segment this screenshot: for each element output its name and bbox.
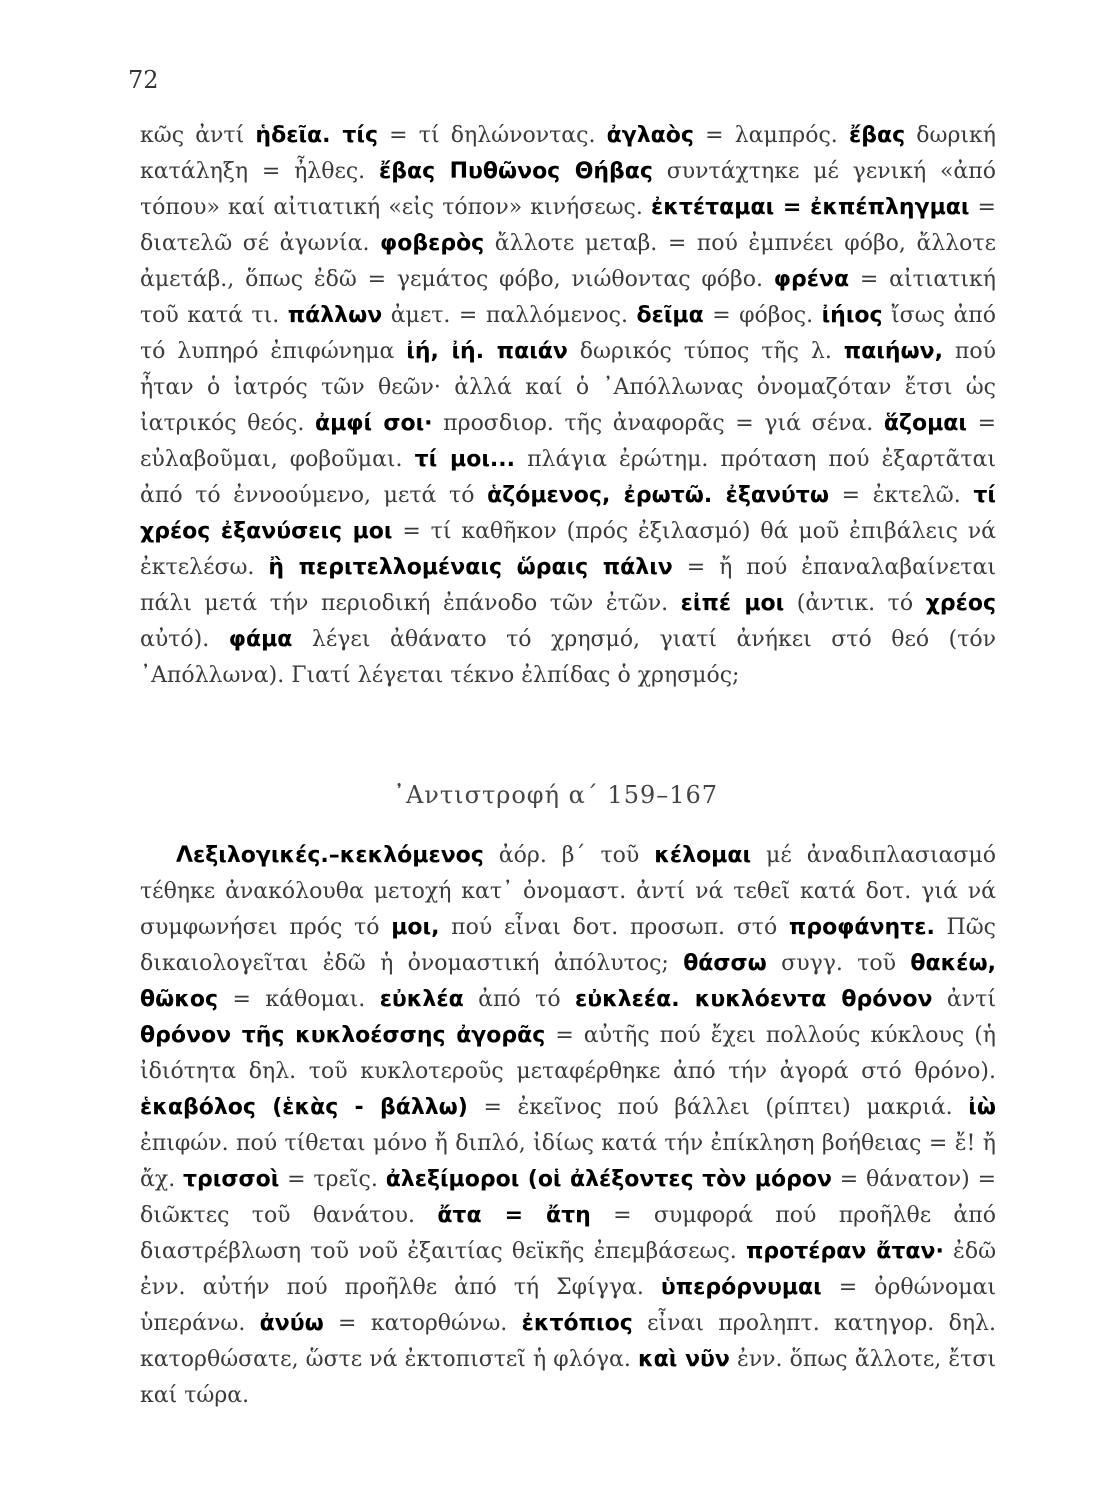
- lemma-term: ἐκτέταμαι = ἐκπέπληγμαι: [650, 195, 970, 220]
- lemma-term: ἐκτόπιος: [521, 1311, 633, 1336]
- lemma-term: προφάνητε.: [788, 915, 935, 940]
- lemma-term: τί μοι...: [414, 447, 515, 472]
- lemma-term: μοι,: [391, 915, 440, 940]
- lemma-explanation: ἴσως ἀπό τό λυπηρό ἐπιφώνημα: [140, 303, 997, 364]
- lemma-term: ἰὼ: [968, 1095, 996, 1120]
- lemma-term: ἀλεξίμοροι (οἱ ἀλέξοντες τὸν μόρον: [385, 1167, 832, 1192]
- lemma-term: ἰήιος: [821, 303, 883, 328]
- lemma-term: τί χρέος ἐξανύσεις μοι: [140, 483, 996, 544]
- lemma-explanation: = τρεῖς.: [279, 1167, 386, 1192]
- lemma-explanation: μέ ἀναδιπλασιασμό τέθηκε ἀνακόλουθα μετοχή κατ᾿ ὀνομαστ. ἀντί νά τεθεῖ κατά δοτ. γιά νά συμφωνήσει πρός τό: [140, 843, 996, 940]
- lemma-explanation: = αὐτῆς πού ἔχει πολλούς κύκλους (ἡ ἰδιότητα δηλ. τοῦ κυκλοτεροῦς μεταφέρθηκε ἀπό τήν ἀγορά στό θρόνο).: [140, 1023, 996, 1084]
- lemma-explanation: = κατορθώνω.: [323, 1311, 522, 1336]
- lemma-explanation: = εὐλαβοῦμαι, φοβοῦμαι.: [140, 411, 997, 472]
- lemma-explanation: = ἤ πού ἐπαναλαβαίνεται πάλι μετά τήν περιοδική ἐπάνοδο τῶν ἐτῶν.: [140, 555, 996, 616]
- lemma-term: τρισσοὶ: [183, 1167, 280, 1192]
- lemma-explanation: πού εἶναι δοτ. προσωπ. στό: [439, 915, 789, 940]
- lemma-explanation: ἐπιφών. πού τίθεται μόνο ἤ διπλό, ἰδίως κατά τήν ἐπίκληση βοήθειας = ἔ! ἤ ἄχ.: [140, 1131, 996, 1192]
- lemma-term: ἀμφί σοι·: [314, 411, 433, 436]
- lemma-explanation: = θάνατον) = διῶκτες τοῦ θανάτου.: [140, 1167, 997, 1228]
- lemma-explanation: ἀντί: [932, 987, 996, 1012]
- lemma-explanation: ἄλλοτε μεταβ. = πού ἐμπνέει φόβο, ἄλλοτε ἀμετάβ., ὅπως ἐδῶ = γεμάτος φόβο, νιώθοντας φόβο.: [140, 231, 996, 292]
- lemma-explanation: εἶναι προληπτ. κατηγορ. δηλ. κατορθώσατε, ὥστε νά ἐκτοπιστεῖ ἡ φλόγα.: [140, 1311, 996, 1372]
- lemma-explanation: = κάθομαι.: [218, 987, 380, 1012]
- lemma-explanation: = τί καθῆκον (πρός ἐξιλασμό) θά μοῦ ἐπιβάλεις νά ἐκτελέσω.: [140, 519, 996, 580]
- lemma-explanation: = ὀρθώνομαι ὑπεράνω.: [140, 1275, 996, 1336]
- section-heading: ᾿Αντιστροφή α΄ 159–167: [392, 781, 719, 809]
- lemma-term: ἁζόμενος, ἐρωτῶ. ἐξανύτω: [487, 483, 829, 508]
- lemma-term: ἀνύω: [259, 1311, 324, 1336]
- lemma-term: ἡδεῖα. τίς: [255, 123, 378, 148]
- lemma-explanation: αὐτό).: [140, 627, 229, 652]
- lemma-explanation: = τί δηλώνοντας.: [378, 123, 607, 148]
- lemma-explanation: ἐνν. ὅπως ἄλλοτε, ἔτσι καί τώρα.: [140, 1347, 996, 1408]
- lemma-term: δεῖμα: [636, 303, 704, 328]
- lemma-explanation: ἐδῶ ἐνν. αὐτήν πού προῆλθε ἀπό τή Σφίγγα.: [140, 1239, 997, 1300]
- lemma-explanation: πλάγια ἐρώτημ. πρόταση πού ἐξαρτᾶται ἀπό τό ἐννοούμενο, μετά τό: [140, 447, 996, 508]
- lemma-term: ἔβας: [848, 123, 906, 148]
- lemma-term: ὑπερόρνυμαι: [660, 1275, 822, 1300]
- lemma-explanation: ἀμετ. = παλλόμενος.: [382, 303, 637, 328]
- lemma-explanation: λέγει ἀθάνατο τό χρησμό, γιατί ἀνήκει στό θεό (τόν ᾿Απόλλωνα). Γιατί λέγεται τέκνο ἐλπίδας ὁ χρησμός;: [140, 627, 997, 688]
- page-number: 72: [128, 66, 159, 94]
- lemma-explanation: Πῶς δικαιολογεῖται ἐδῶ ἡ ὀνομαστική ἀπόλυτος;: [140, 915, 996, 976]
- lemma-term: εἰπέ μοι: [680, 591, 785, 616]
- lemma-explanation: κῶς ἀντί: [140, 123, 256, 148]
- vocabulary-paragraph: [140, 838, 996, 1414]
- lemma-explanation: = φόβος.: [703, 303, 822, 328]
- lemma-explanation: ἀόρ. β΄ τοῦ: [483, 843, 655, 868]
- lemma-term: ἔβας Πυθῶνος Θήβας: [378, 159, 653, 184]
- commentary-paragraph: [140, 118, 996, 694]
- lemma-term: θακέω, θῶκος: [140, 951, 996, 1012]
- lemma-term: φάμα: [228, 627, 293, 652]
- lemma-explanation: ἀπό τό: [463, 987, 576, 1012]
- lemma-explanation: = ἐκτελῶ.: [828, 483, 974, 508]
- lemma-term: θάσσω: [683, 951, 767, 976]
- lemma-term: προτέραν ἄταν·: [745, 1239, 944, 1264]
- lemma-explanation: = συμφορά πού προῆλθε ἀπό διαστρέβλωση τοῦ νοῦ ἐξαιτίας θεϊκῆς ἐπεμβάσεως.: [140, 1203, 996, 1264]
- lemma-term: φρένα: [773, 267, 850, 292]
- lemma-explanation: = αἰτιατική τοῦ κατά τι.: [140, 267, 996, 328]
- lemma-explanation: πού ἦταν ὁ ἰατρός τῶν θεῶν· ἀλλά καί ὁ ᾿Απόλλωνας ὀνομαζόταν ἔτσι ὡς ἰατρικός θεός.: [140, 339, 996, 436]
- lemma-term: εὐκλέα: [379, 987, 464, 1012]
- lemma-term: ἅζομαι: [883, 411, 967, 436]
- lemma-term: ἑκαβόλος (ἑκὰς - βάλλω): [140, 1095, 468, 1120]
- lemma-term: θρόνον τῆς κυκλοέσσης ἀγορᾶς: [140, 1023, 546, 1048]
- lemma-explanation: συντάχτηκε μέ γενική «ἀπό τόπου» καί αἰτιατική «εἰς τόπον» κινήσεως.: [140, 159, 996, 220]
- lemma-term: εὐκλεέα. κυκλόεντα θρόνον: [575, 987, 933, 1012]
- lemma-term: φοβερὸς: [380, 231, 485, 256]
- lemma-term: πάλλων: [287, 303, 383, 328]
- lemma-term: ἢ περιτελλομέναις ὥραις πάλιν: [268, 555, 673, 580]
- lemma-explanation: δωρικός τύπος τῆς λ.: [567, 339, 844, 364]
- lemma-term: καὶ νῦν: [637, 1347, 730, 1372]
- lemma-term: χρέος: [925, 591, 996, 616]
- lemma-explanation: = διατελῶ σέ ἀγωνία.: [140, 195, 996, 256]
- lemma-term: Λεξιλογικές.–κεκλόμενος: [176, 843, 484, 868]
- lemma-explanation: (ἀντικ. τό: [784, 591, 926, 616]
- lemma-explanation: προσδιορ. τῆς ἀναφορᾶς = γιά σένα.: [432, 411, 884, 436]
- lemma-term: ἄτα = ἄτη: [437, 1203, 591, 1228]
- lemma-term: κέλομαι: [654, 843, 752, 868]
- lemma-explanation: συγγ. τοῦ: [766, 951, 911, 976]
- lemma-explanation: = ἐκεῖνος πού βάλλει (ρίπτει) μακριά.: [467, 1095, 969, 1120]
- lemma-explanation: = λαμπρός.: [693, 123, 849, 148]
- lemma-term: παιήων,: [843, 339, 943, 364]
- lemma-term: ἰή, ἰή. παιάν: [406, 339, 568, 364]
- lemma-term: ἀγλαὸς: [606, 123, 694, 148]
- lemma-explanation: δωρική κατάληξη = ἦλθες.: [140, 123, 996, 184]
